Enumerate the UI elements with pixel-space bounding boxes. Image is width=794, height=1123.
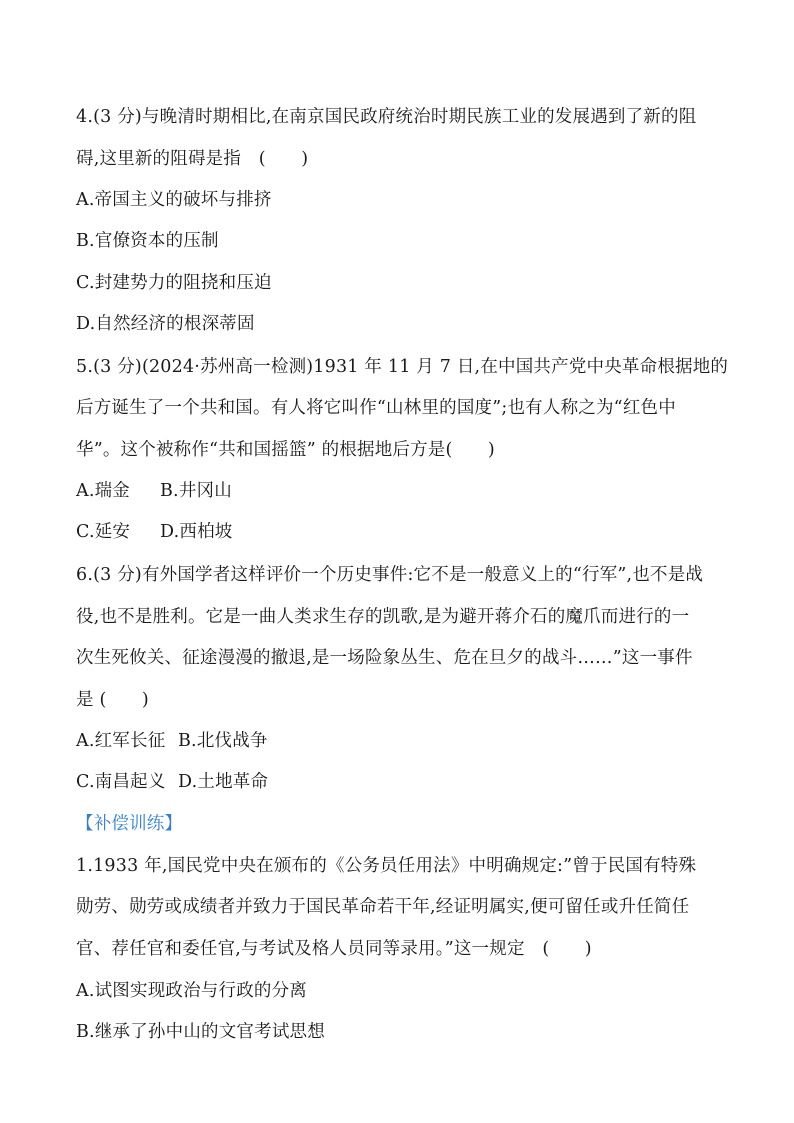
q4-option-a: A.帝国主义的破坏与排挤 — [76, 190, 272, 210]
comp-q1-option-a: A.试图实现政治与行政的分离 — [76, 981, 307, 1001]
q5-stem-line-3: 华”。这个被称作“共和国摇篮” 的根据地后方是( ) — [76, 440, 495, 460]
q6-stem-line-4: 是 ( ) — [76, 690, 149, 710]
q6-options-row-2 — [76, 770, 726, 794]
comp-q1-stem-line-3: 官、荐任官和委任官,与考试及格人员同等录用。”这一规定 ( ) — [76, 939, 592, 959]
q5-stem-line-1: 5.(3 分)(2024·苏州高一检测)1931 年 11 月 7 日,在中国共产党中央革命根据地的 — [76, 357, 729, 377]
q5-option-c: C.延安 — [76, 522, 131, 542]
q4-stem-line-1: 4.(3 分)与晚清时期相比,在南京国民政府统治时期民族工业的发展遇到了新的阻 — [76, 107, 697, 127]
q6-option-d: D.土地革命 — [178, 772, 269, 792]
comp-q1-stem-line-2: 勋劳、勋劳或成绩者并致力于国民革命若干年,经证明属实,便可留任或升任简任 — [76, 897, 690, 917]
q6-option-a: A.红军长征 — [76, 731, 166, 751]
q6-options-row-1 — [76, 729, 726, 753]
q6-option-b: B.北伐战争 — [178, 731, 268, 751]
q5-option-d: D.西柏坡 — [160, 522, 233, 542]
comp-q1-option-b: B.继承了孙中山的文官考试思想 — [76, 1022, 325, 1042]
q4-stem-line-2: 碍,这里新的阻碍是指 ( ) — [76, 149, 309, 169]
q5-options-row-2 — [76, 520, 726, 544]
comp-q1-stem-line-1: 1.1933 年,国民党中央在颁布的《公务员任用法》中明确规定:”曾于民国有特殊 — [76, 856, 697, 876]
q6-option-c: C.南昌起义 — [76, 772, 166, 792]
q5-options-row-1 — [76, 479, 726, 503]
q6-stem-line-3: 次生死攸关、征途漫漫的撤退,是一场险象丛生、危在旦夕的战斗……”这一事件 — [76, 648, 693, 668]
q5-option-a: A.瑞金 — [76, 481, 131, 501]
q6-stem-line-1: 6.(3 分)有外国学者这样评价一个历史事件:它不是一般意义上的“行军”,也不是战 — [76, 565, 704, 585]
q4-option-c: C.封建势力的阻挠和压迫 — [76, 273, 272, 293]
q5-option-b: B.井冈山 — [160, 481, 232, 501]
q6-stem-line-2: 役,也不是胜利。它是一曲人类求生存的凯歌,是为避开蒋介石的魔爪而进行的一 — [76, 607, 690, 627]
q4-option-d: D.自然经济的根深蒂固 — [76, 314, 255, 334]
section-header-compensation: 【补偿训练】 — [76, 814, 183, 834]
q5-stem-line-2: 后方诞生了一个共和国。有人将它叫作“山林里的国度”;也有人称之为“红色中 — [76, 398, 676, 418]
q4-option-b: B.官僚资本的压制 — [76, 231, 219, 251]
